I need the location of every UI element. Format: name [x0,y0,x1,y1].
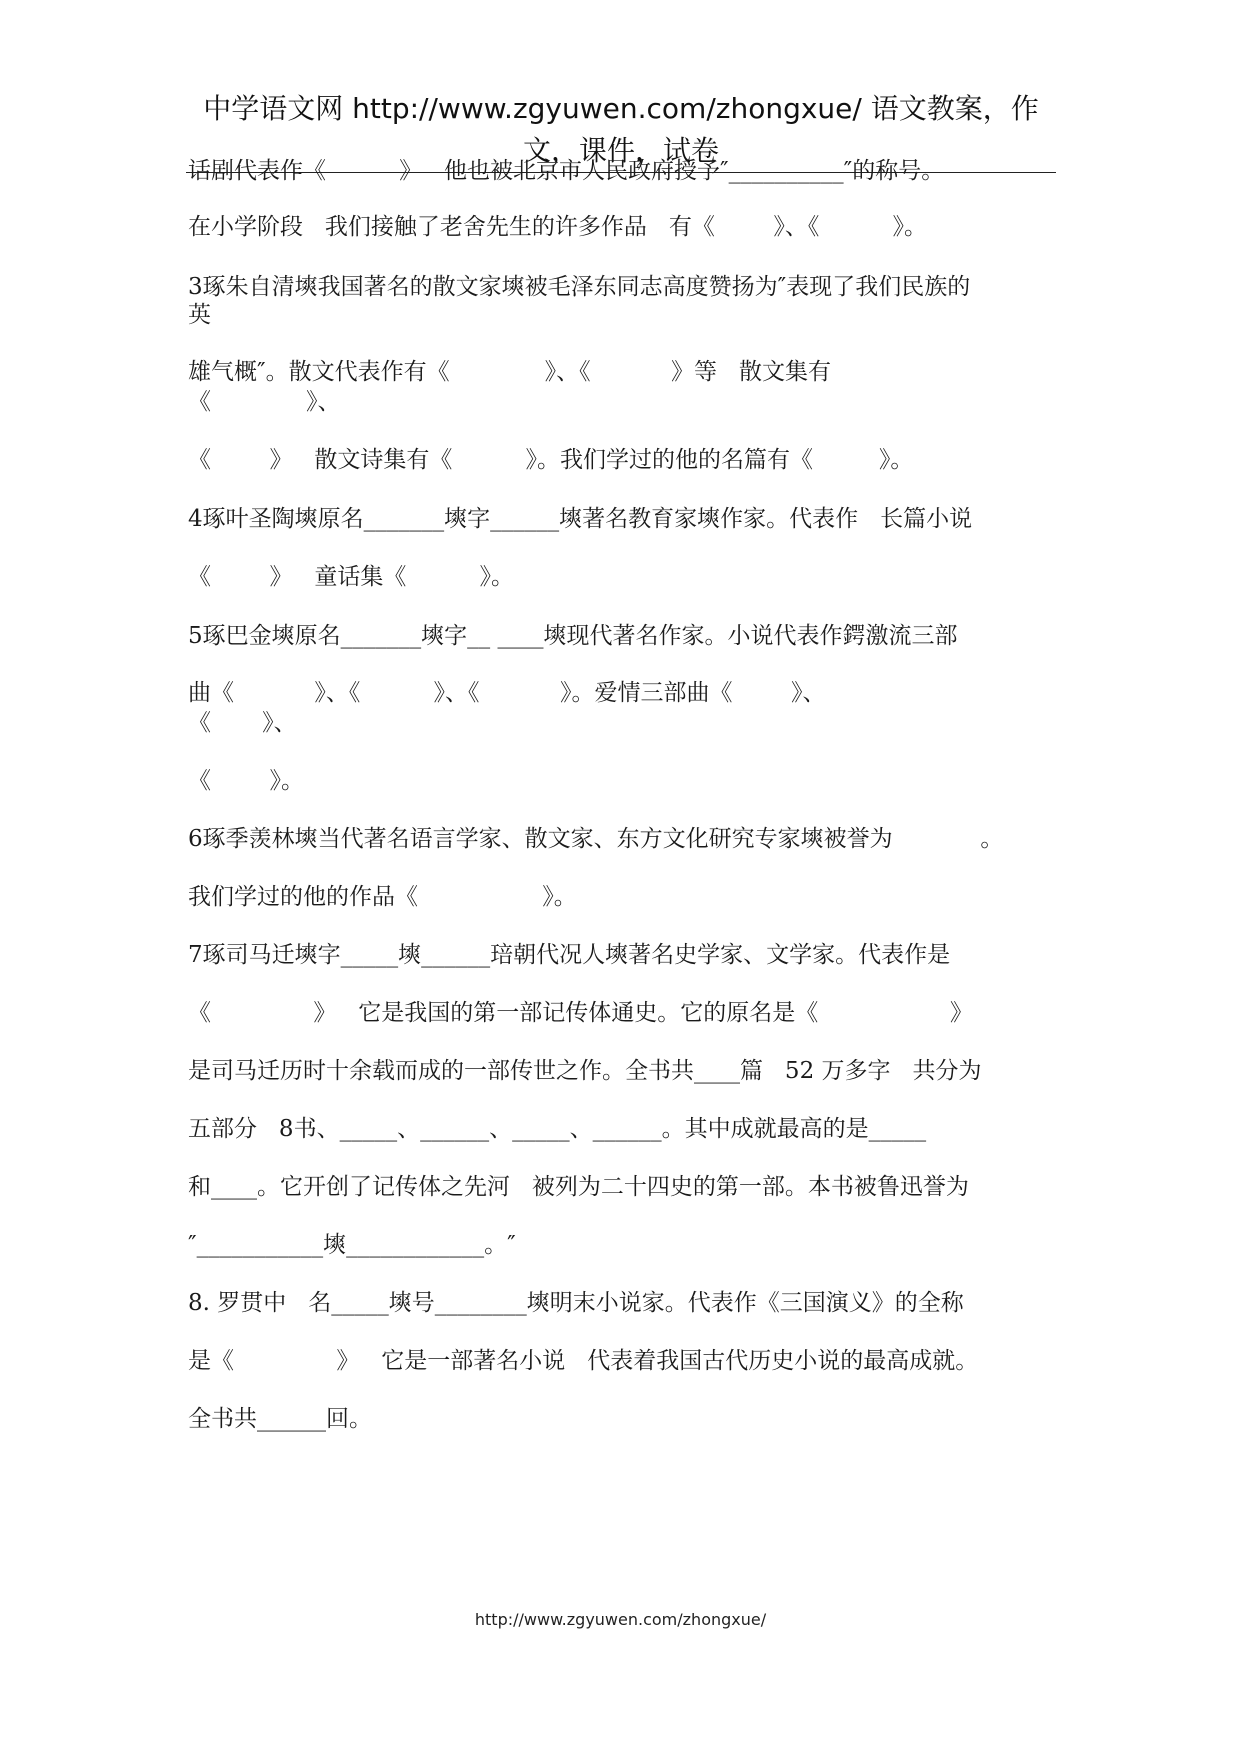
header-title-line-2: 文，课件，试卷 [522,134,719,167]
text-line: 《 》 童话集《 》。 [188,564,515,590]
text-line: 我们学过的他的作品《 》。 [188,884,577,910]
text-line: 3琢朱自清塽我国著名的散文家塽被毛泽东同志高度赞扬为″表现了我们民族的 [188,274,971,300]
text-line: 是《 》 它是一部著名小说 代表着我国古代历史小说的最高成就。 [188,1348,979,1374]
text-line: 五部分 8书、_____、______、_____、______。其中成就最高的是_____ [188,1116,927,1142]
text-line: 和____。它开创了记传体之先河 被列为二十四史的第一部。本书被鲁迅誉为 [188,1174,969,1200]
text-line: 7琢司马迁塽字_____塽______琣朝代况人塽著名史学家、文学家。代表作是 [188,942,951,968]
text-line: 5琢巴金塽原名_______塽字__ ____塽现代著名作家。小说代表作鍔激流三部 [188,623,958,649]
text-line: 话剧代表作《 》 他也被北京市人民政府授予″__________″的称号。 [188,158,945,184]
text-line: 雄气概″。散文代表作有《 》、《 》等 散文集有 [188,359,831,385]
text-line: 《 》 它是我国的第一部记传体通史。它的原名是《 》 [188,1000,973,1026]
text-line: 《 》、 [188,389,341,415]
text-line: 英 [188,302,211,328]
page-footer-url: http://www.zgyuwen.com/zhongxue/ [474,1610,767,1629]
text-line: 在小学阶段 我们接触了老舍先生的许多作品 有《 》、《 》。 [188,214,927,240]
text-line: 全书共______回。 [188,1406,372,1432]
text-line: 《 》 散文诗集有《 》。我们学过的他的名篇有《 》。 [188,447,914,473]
text-line: 8. 罗贯中 名_____塽号________塽明末小说家。代表作《三国演义》的全称 [188,1290,964,1316]
text-line: 4琢叶圣陶塽原名_______塽字______塽著名教育家塽作家。代表作 长篇小说 [188,506,973,532]
header-title-line-1: 中学语文网 http://www.zgyuwen.com/zhongxue/ 语文教案，作 [203,92,1039,125]
text-line: ″___________塽____________。″ [188,1232,516,1258]
text-line: 是司马迁历时十余载而成的一部传世之作。全书共____篇 52 万多字 共分为 [188,1058,982,1084]
text-line: 曲《 》、《 》、《 》。爱情三部曲《 》、 [188,680,826,706]
text-line: 6琢季羡林塽当代著名语言学家、散文家、东方文化研究专家塽被誉为 。 [188,826,1004,852]
text-line: 《 》。 [188,768,304,794]
text-line: 《 》、 [188,710,297,736]
